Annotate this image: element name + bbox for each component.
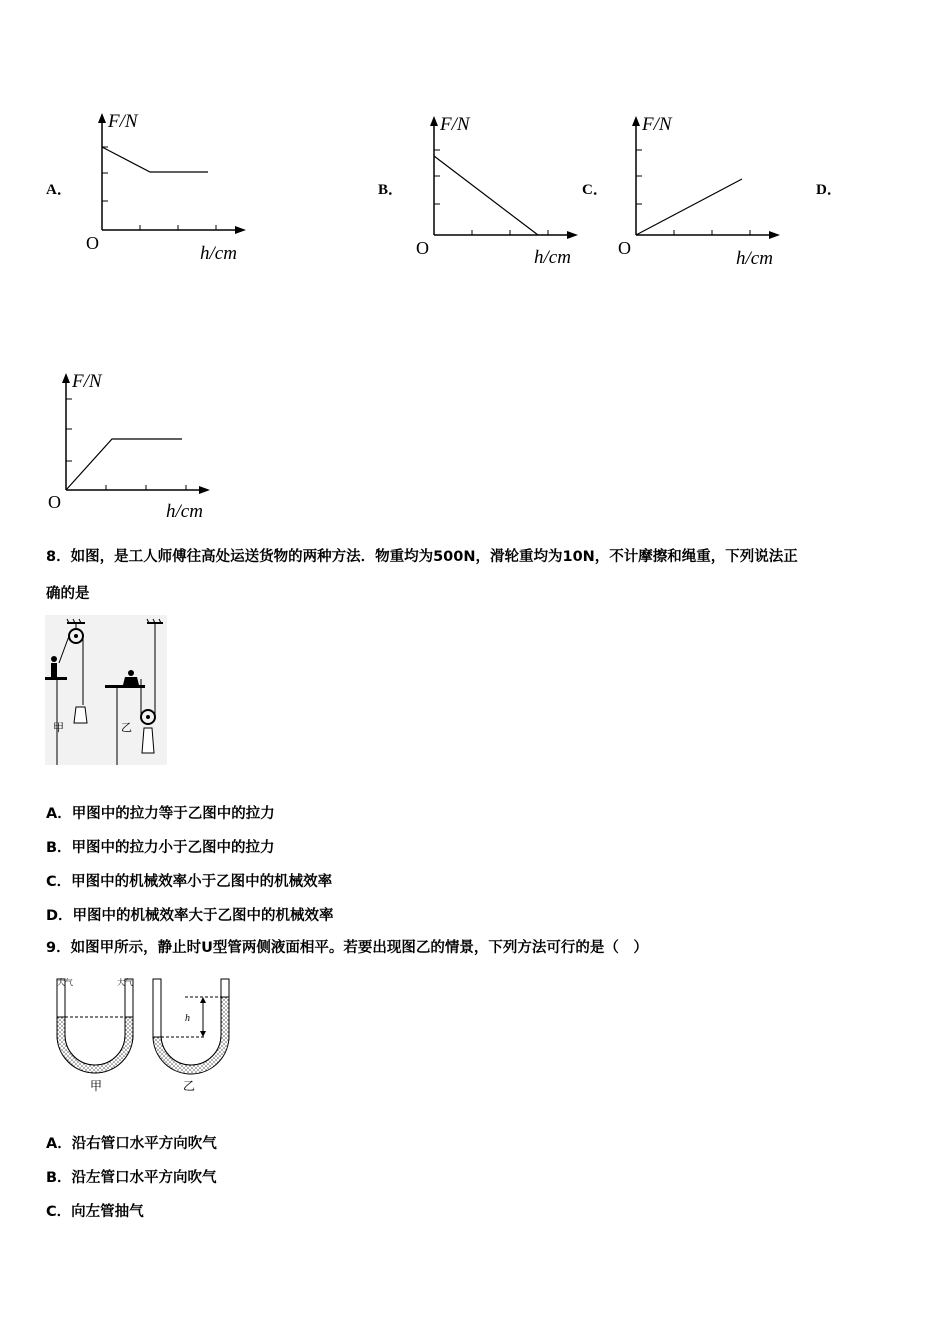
- graph-d-curve: [66, 439, 182, 490]
- q9-height-label: h: [185, 1013, 190, 1024]
- option-a-label: A．: [46, 182, 72, 198]
- q8-stem-line2: 确的是: [46, 586, 90, 602]
- graph-c-origin: O: [618, 238, 631, 258]
- graph-c-curve: [636, 179, 742, 235]
- q9-choice-b[interactable]: B．沿左管口水平方向吹气: [46, 1170, 217, 1186]
- graph-d-origin: O: [48, 492, 61, 512]
- q9-u-tube-figure: [55, 975, 240, 1095]
- graph-a-origin: O: [86, 233, 99, 253]
- graph-a-ylabel: F/N: [108, 111, 138, 132]
- graph-c-xlabel: h/cm: [736, 248, 773, 269]
- q9-stem: 9．如图甲所示，静止时U型管两侧液面相平。若要出现图乙的情景，下列方法可行的是（ ）: [46, 940, 648, 956]
- q9-label-jia: 甲: [90, 1079, 103, 1093]
- q9-choice-c[interactable]: C．向左管抽气: [46, 1204, 144, 1220]
- q8-choice-c[interactable]: C．甲图中的机械效率小于乙图中的机械效率: [46, 874, 333, 890]
- graph-a-curve: [102, 147, 208, 172]
- q8-label-yi: 乙: [121, 722, 132, 734]
- graph-b-origin: O: [416, 238, 429, 258]
- graph-b-curve: [434, 156, 538, 235]
- graph-d-xlabel: h/cm: [166, 501, 203, 522]
- q8-choice-b[interactable]: B．甲图中的拉力小于乙图中的拉力: [46, 840, 275, 856]
- q8-label-jia: 甲: [53, 722, 64, 734]
- option-b-label: B．: [378, 182, 404, 198]
- graph-c: [612, 108, 792, 273]
- graph-d: [42, 365, 222, 530]
- q9-air-right: 大气: [117, 978, 133, 987]
- option-d-label: D．: [816, 182, 842, 198]
- option-c-label: C．: [582, 182, 608, 198]
- graph-a: [78, 105, 258, 270]
- q8-choice-a[interactable]: A．甲图中的拉力等于乙图中的拉力: [46, 806, 275, 822]
- q9-label-yi: 乙: [183, 1079, 196, 1093]
- q9-air-left: 大气: [57, 978, 73, 987]
- graph-d-ylabel: F/N: [72, 371, 102, 392]
- graph-b-ylabel: F/N: [440, 114, 470, 135]
- graph-a-xlabel: h/cm: [200, 243, 237, 264]
- graph-b-xlabel: h/cm: [534, 247, 571, 268]
- q9-choice-a[interactable]: A．沿右管口水平方向吹气: [46, 1136, 217, 1152]
- graph-b: [410, 108, 590, 273]
- q8-stem-line1: 8．如图，是工人师傅往高处运送货物的两种方法．物重均为500N，滑轮重均为10N，不计摩擦和绳重，下列说法正: [46, 549, 798, 565]
- q8-choice-d[interactable]: D．甲图中的机械效率大于乙图中的机械效率: [46, 908, 334, 924]
- graph-c-ylabel: F/N: [642, 114, 672, 135]
- q8-pulley-figure: [45, 615, 167, 765]
